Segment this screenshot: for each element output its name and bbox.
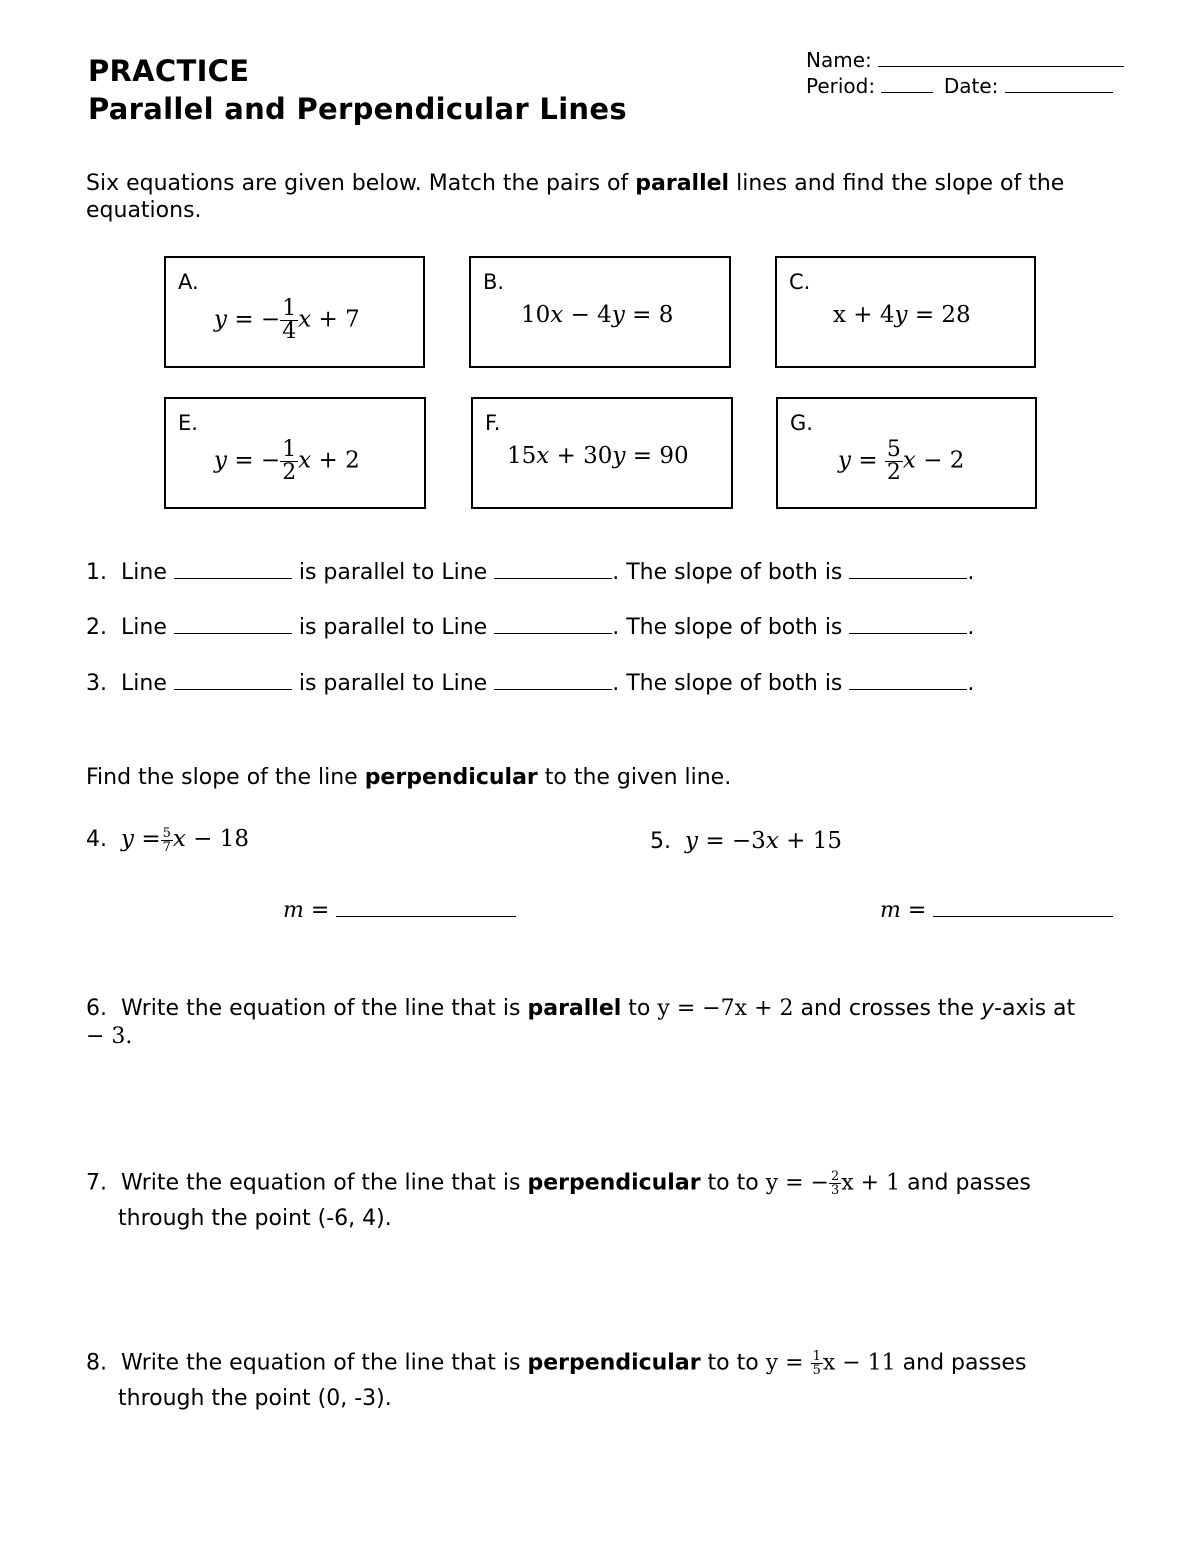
slope-blank-5[interactable]: [933, 896, 1113, 917]
slope-blank-4[interactable]: [336, 896, 516, 917]
m-answer-5: m =: [880, 896, 1113, 923]
equation-box-b: [469, 256, 731, 368]
equation-c: x + 4y = 28: [833, 302, 971, 328]
title-practice: PRACTICE: [88, 54, 250, 88]
box-label: B.: [483, 270, 505, 294]
name-label: Name:: [806, 48, 872, 72]
box-label: G.: [790, 411, 813, 435]
question-8: 8. Write the equation of the line that is perpendicular to to y = $\frac{1}{5}$ x − 11 and passes: [86, 1349, 1027, 1378]
answer-blank[interactable]: [174, 613, 292, 634]
equation-box-a: [164, 256, 425, 368]
equation-box-e: [164, 397, 426, 509]
answer-blank[interactable]: [849, 613, 967, 634]
question-2: 2. Line is parallel to Line . The slope of both is .: [86, 615, 975, 640]
period-blank[interactable]: [881, 72, 933, 93]
question-3: 3. Line is parallel to Line . The slope of both is .: [86, 671, 975, 696]
question-1: 1. Line is parallel to Line . The slope of both is .: [86, 560, 975, 585]
answer-blank[interactable]: [494, 669, 612, 690]
box-label: A.: [178, 270, 199, 294]
intro-text-end: lines and find the slope of the equations.: [86, 171, 1065, 223]
equation-box-g: [776, 397, 1037, 509]
question-6-line2: − 3.: [86, 1024, 133, 1049]
question-4: 4. y = $\frac{5}{7}$ x − 18: [86, 825, 250, 855]
page-title: Parallel and Perpendicular Lines: [88, 92, 627, 126]
question-7: 7. Write the equation of the line that is perpendicular to to y = − $\frac{2}{3}$ x + 1 and passes: [86, 1169, 1031, 1198]
equation-box-f: [471, 397, 733, 509]
equation-f: 15x + 30y = 90: [507, 443, 689, 469]
box-label: E.: [178, 411, 198, 435]
answer-blank[interactable]: [494, 558, 612, 579]
box-label: C.: [789, 270, 811, 294]
question-5: 5. y = −3x + 15: [650, 828, 842, 854]
period-date-field: [806, 72, 1113, 98]
question-7-line2: through the point (-6, 4).: [118, 1206, 392, 1231]
m-answer-4: m =: [283, 896, 516, 923]
answer-blank[interactable]: [849, 669, 967, 690]
equation-a: y = − $\frac{1}{4}$ x + 7: [214, 296, 360, 344]
question-8-line2: through the point (0, -3).: [118, 1386, 392, 1411]
answer-blank[interactable]: [849, 558, 967, 579]
answer-blank[interactable]: [174, 558, 292, 579]
answer-blank[interactable]: [494, 613, 612, 634]
equation-g: y = $\frac{5}{2}$ x − 2: [838, 437, 965, 485]
name-blank[interactable]: [878, 46, 1124, 67]
equation-b: 10x − 4y = 8: [521, 302, 674, 328]
perpendicular-instructions: Find the slope of the line perpendicular to the given line.: [86, 765, 732, 790]
equation-e: y = − $\frac{1}{2}$ x + 2: [214, 437, 360, 485]
date-label: Date:: [943, 74, 999, 98]
name-field: [806, 46, 1124, 72]
question-6: 6. Write the equation of the line that is parallel to y = −7x + 2 and crosses the y-axis at: [86, 996, 1076, 1021]
intro-bold: parallel: [635, 171, 730, 196]
period-label: Period:: [806, 74, 876, 98]
date-blank[interactable]: [1005, 72, 1113, 93]
parallel-instructions: [86, 170, 1116, 224]
box-label: F.: [485, 411, 501, 435]
equation-box-c: [775, 256, 1036, 368]
answer-blank[interactable]: [174, 669, 292, 690]
intro-text: Six equations are given below. Match the pairs of: [86, 171, 636, 196]
